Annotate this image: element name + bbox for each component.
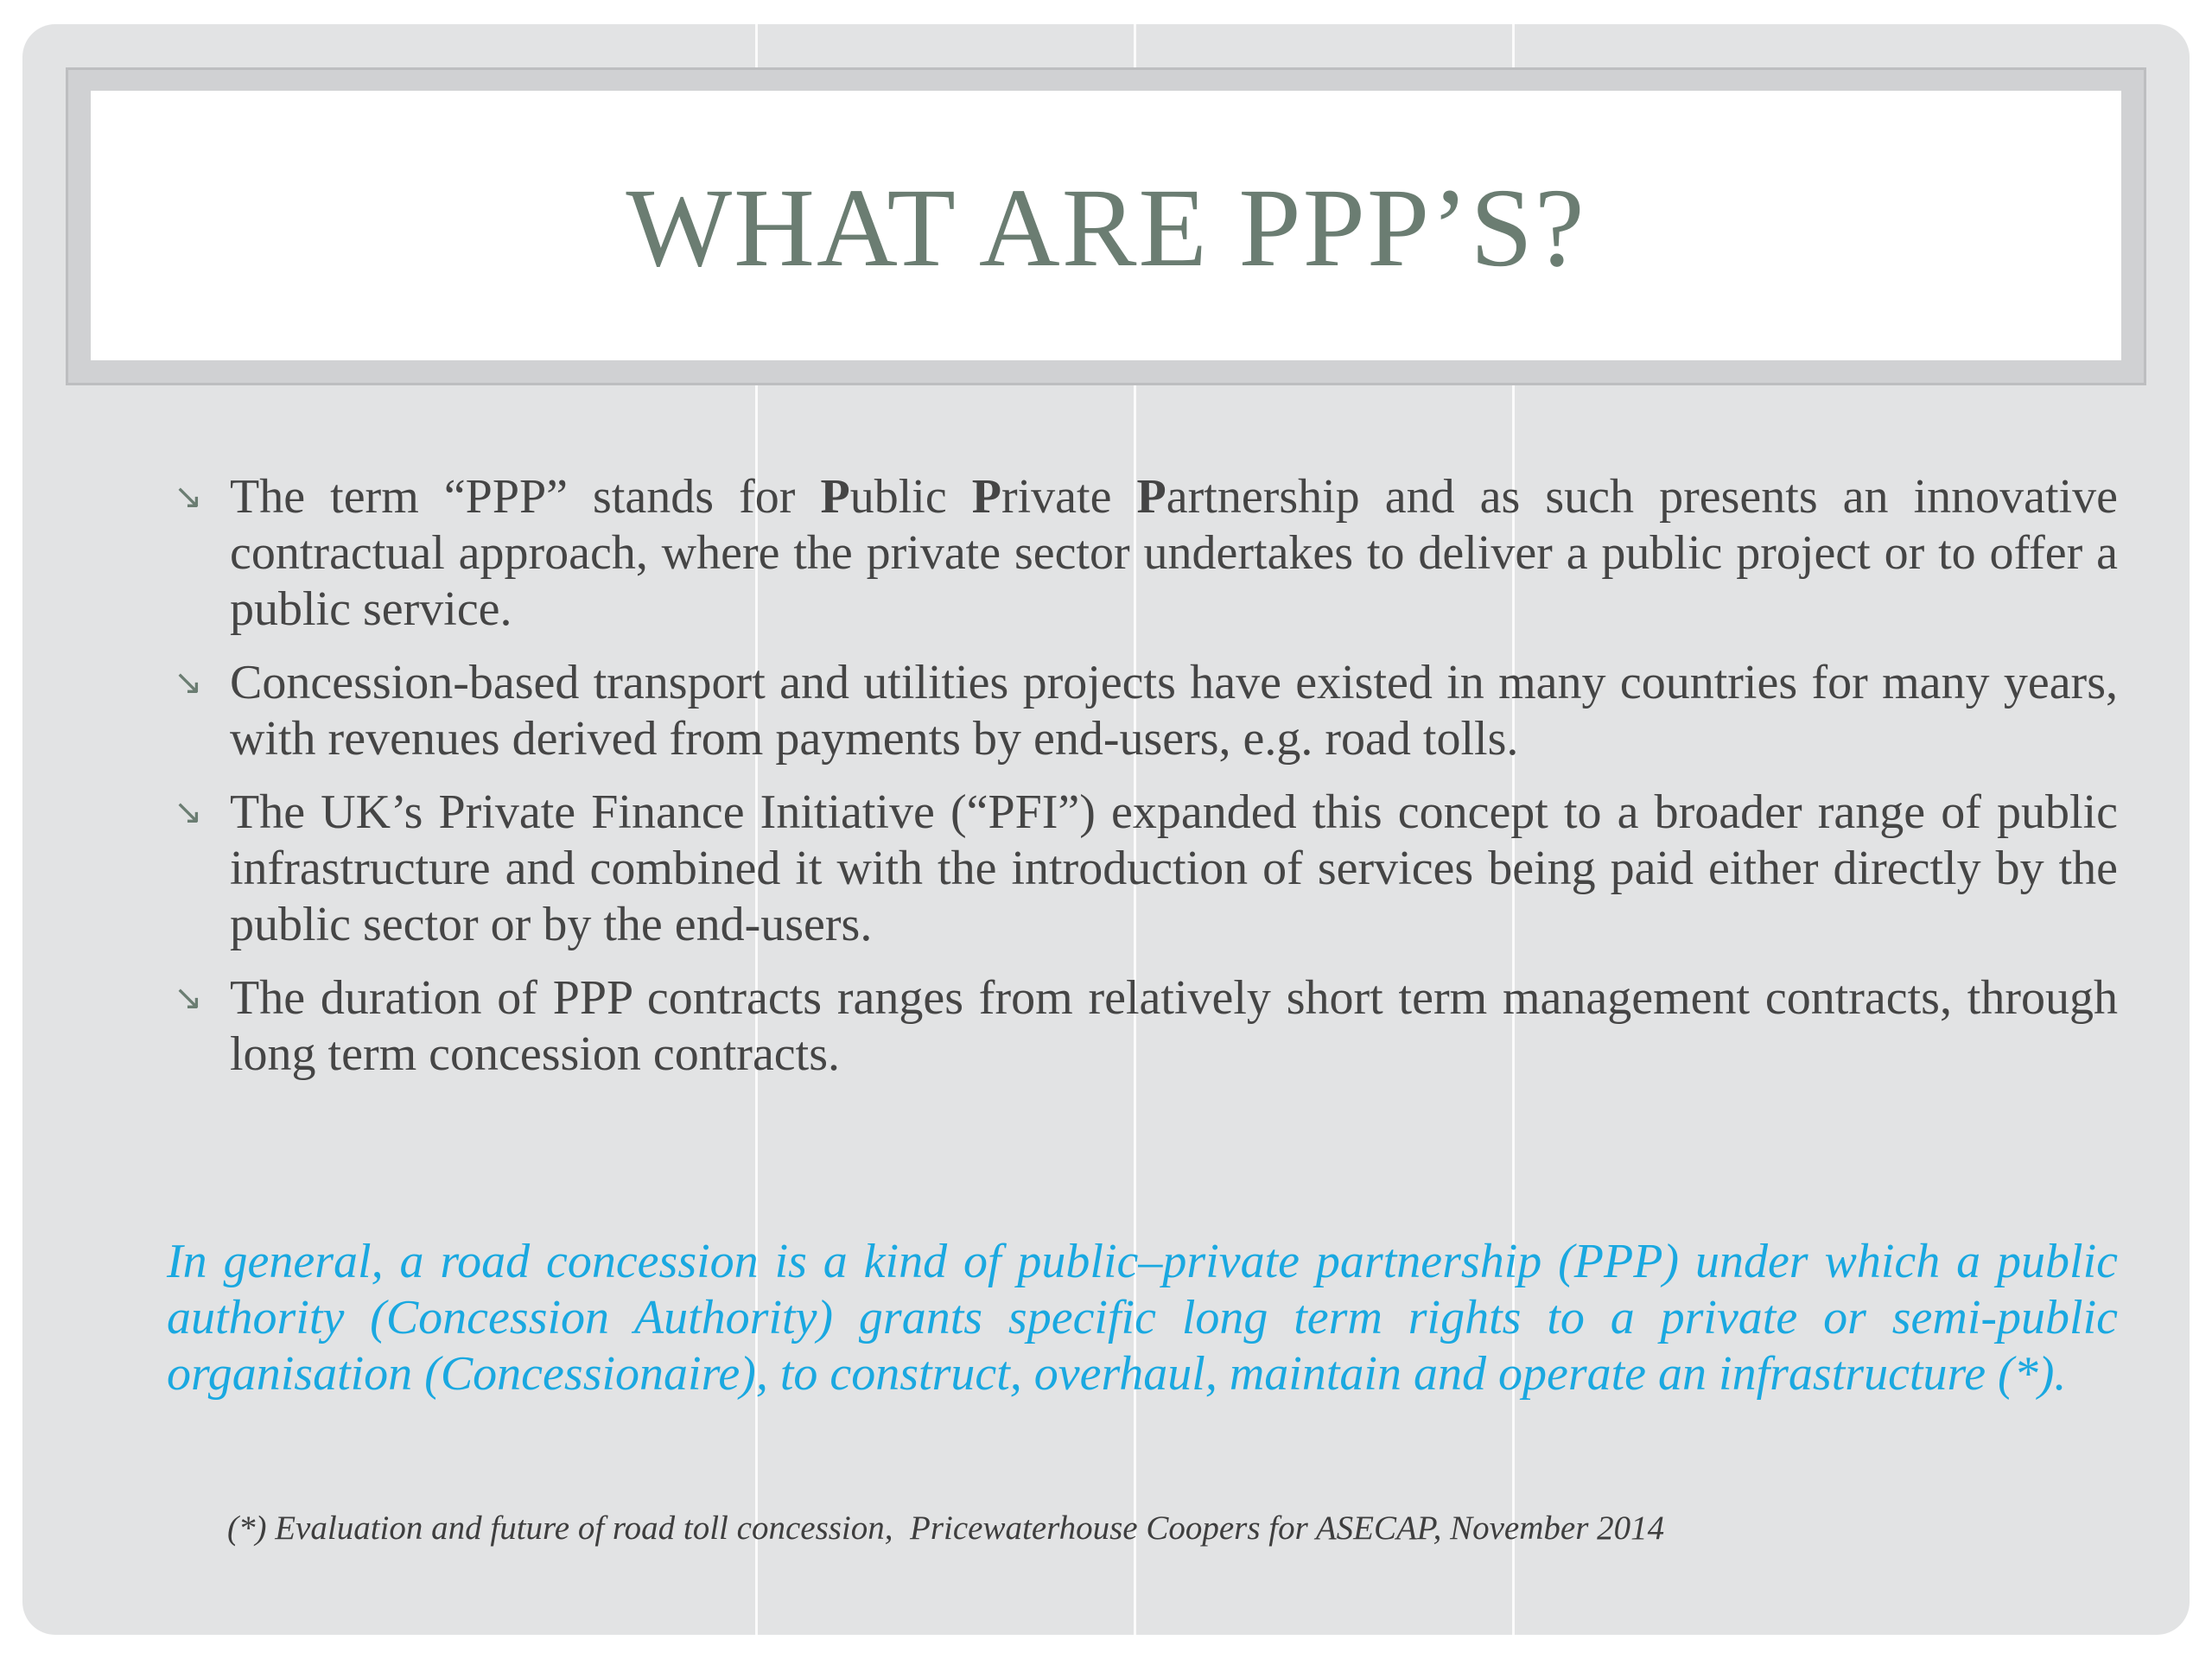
bullet-text: The UK’s Private Finance Initiative (“PFI”) expanded this concept to a broader range of public infrastructure and combined it with the introduction of services being paid either directly by the public sector or by the end-users.: [230, 785, 2118, 951]
bullet-text: Concession-based transport and utilities projects have existed in many countries for many years, with revenues derived from payments by end-users, e.g. road tolls.: [230, 656, 2118, 766]
bullet-item: [174, 655, 2118, 767]
arrow-down-right-icon: ↘: [174, 978, 203, 1018]
bullet-text: The term “PPP” stands for: [230, 470, 821, 524]
definition-quote: In general, a road concession is a kind of public–private partnership (PPP) under which a public authority (Concession Authority) grants specific long term rights to a private or semi-public organisation (Concessionaire), to construct, overhaul, maintain and operate an infrastructure (*).: [167, 1235, 2118, 1401]
footnote: (*) Evaluation and future of road toll concession, Pricewaterhouse Coopers for ASECAP, November 2014: [227, 1510, 1665, 1547]
bullet-text: rivate: [1001, 470, 1137, 524]
bullet-list: [174, 469, 2118, 1100]
bullet-text: The duration of PPP contracts ranges from relatively short term management contracts, through long term concession contracts.: [230, 971, 2118, 1081]
arrow-down-right-icon: ↘: [174, 477, 203, 517]
bullet-text: ublic: [849, 470, 972, 524]
slide-title: WHAT ARE PPP’S?: [626, 166, 1586, 290]
title-frame: [66, 67, 2146, 385]
bullet-bold-text: P: [820, 470, 850, 524]
bullet-item: [174, 970, 2118, 1083]
arrow-down-right-icon: ↘: [174, 663, 203, 702]
slide: [22, 24, 2190, 1635]
bullet-item: [174, 469, 2118, 638]
title-box: [91, 91, 2121, 360]
bullet-item: [174, 785, 2118, 953]
bullet-bold-text: P: [1136, 470, 1166, 524]
bullet-bold-text: P: [971, 470, 1001, 524]
arrow-down-right-icon: ↘: [174, 792, 203, 832]
bullet-text: artnership and as such presents an innovative contractual approach, where the private sector undertakes to deliver a public project or to offer a public service.: [230, 470, 2118, 636]
